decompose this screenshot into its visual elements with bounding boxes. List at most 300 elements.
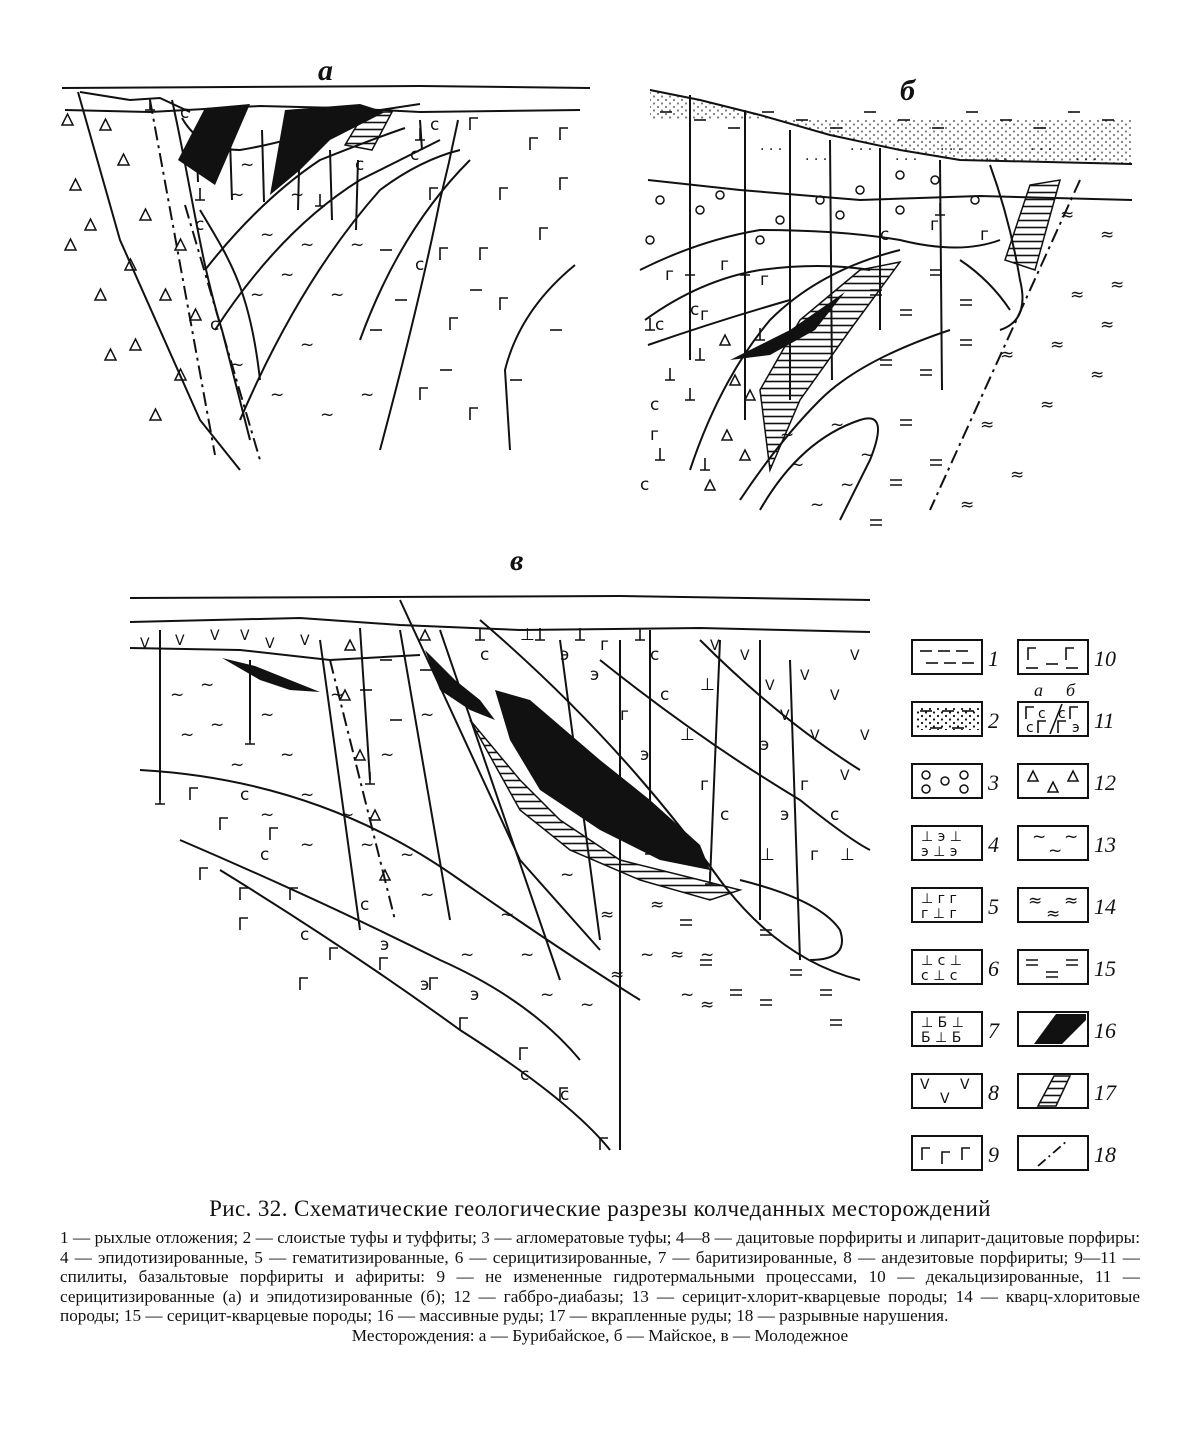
tee-symbol — [685, 388, 695, 400]
rock-symbol: с — [560, 1085, 570, 1105]
triangle-symbol — [745, 390, 755, 400]
rock-symbol: ≈ — [1064, 891, 1079, 911]
gamma-symbol — [500, 298, 508, 310]
double-dash-symbol — [920, 370, 932, 375]
legend-number: 7 — [988, 1018, 999, 1043]
gamma-symbol — [560, 128, 568, 140]
rock-symbol: ~ — [580, 995, 595, 1015]
rock-symbol: г — [760, 270, 769, 290]
legend-symbols: э ⊥ э — [921, 844, 958, 860]
rock-symbol: V — [830, 688, 840, 704]
rock-symbol: V — [175, 633, 185, 649]
rock-symbol: г — [810, 845, 819, 865]
rock-symbol: с — [1058, 706, 1066, 722]
legend-item-2 — [912, 702, 999, 736]
rock-symbol: с — [210, 315, 220, 335]
rock-symbol: ~ — [360, 385, 375, 405]
tee-symbol — [315, 194, 325, 206]
panel-label-b: б — [900, 74, 915, 107]
legend-item-9 — [912, 1136, 999, 1170]
rock-symbol: ~ — [700, 945, 715, 965]
tee-symbol — [700, 458, 710, 470]
check-symbol: V — [920, 1077, 930, 1093]
rock-symbol: ~ — [200, 675, 215, 695]
legend-symbols: ⊥ г г — [921, 891, 957, 907]
rock-symbol: э — [780, 805, 790, 825]
legend-number: 8 — [988, 1080, 999, 1105]
rock-symbol: ≈ — [1100, 225, 1115, 245]
rock-symbol: э — [760, 735, 770, 755]
rock-symbol: . . . — [850, 138, 873, 154]
rock-symbol: с — [520, 1065, 530, 1085]
rock-symbol: ~ — [230, 185, 245, 205]
rock-symbol: ≈ — [1028, 891, 1043, 911]
rock-symbol: ~ — [1032, 827, 1047, 847]
circle-symbol — [931, 176, 939, 184]
rock-symbol: V — [840, 768, 850, 784]
rock-symbol: ≈ — [600, 905, 615, 925]
legend-symbols: ⊥ с ⊥ — [921, 953, 962, 969]
rock-symbol: э — [420, 975, 430, 995]
double-dash-symbol — [880, 360, 892, 365]
legend-number: 1 — [988, 646, 999, 671]
rock-symbol: ~ — [1064, 827, 1079, 847]
legend-item-18 — [1018, 1136, 1116, 1170]
gamma-symbol — [540, 228, 548, 240]
rock-symbol: ~ — [400, 845, 415, 865]
legend — [912, 640, 1117, 1170]
legend-item-13 — [1018, 826, 1116, 861]
legend-number: 10 — [1094, 646, 1116, 671]
circle-symbol — [856, 186, 864, 194]
gamma-symbol — [420, 388, 428, 400]
rock-symbol: с — [830, 805, 840, 825]
rock-symbol: ~ — [230, 755, 245, 775]
rock-symbol: ⊥ — [840, 845, 855, 865]
rock-symbol: . . . — [805, 148, 828, 164]
legend-number: 6 — [988, 956, 999, 981]
legend-sub-b: б — [1066, 680, 1076, 700]
rock-symbol: ⊥ — [700, 675, 715, 695]
rock-symbol: ≈ — [1040, 395, 1055, 415]
rock-symbol: V — [810, 728, 820, 744]
legend-item-1 — [912, 640, 999, 674]
rock-symbol: э — [640, 745, 650, 765]
rock-symbol: ~ — [290, 185, 305, 205]
rock-symbol: ⊥ — [760, 845, 775, 865]
rock-symbol: ≈ — [980, 415, 995, 435]
circle-symbol — [656, 196, 664, 204]
rock-symbol: ~ — [280, 265, 295, 285]
gamma-symbol — [240, 918, 248, 930]
rock-symbol: ≈ — [1050, 335, 1065, 355]
triangle-symbol — [62, 114, 73, 125]
double-dash-symbol — [760, 1000, 772, 1005]
triangle-symbol — [345, 640, 355, 650]
gamma-symbol — [440, 248, 448, 260]
rock-symbol: с — [360, 895, 370, 915]
gamma-symbol — [330, 948, 338, 960]
rock-symbol: ~ — [300, 835, 315, 855]
circle-symbol — [896, 206, 904, 214]
rock-symbol: ~ — [300, 335, 315, 355]
rock-symbol: ~ — [350, 235, 365, 255]
rock-symbol: ~ — [680, 985, 695, 1005]
rock-symbol: г — [980, 225, 989, 245]
double-dash-symbol — [820, 990, 832, 995]
rock-symbol: ~ — [330, 285, 345, 305]
circle-symbol — [696, 206, 704, 214]
legend-swatch — [1018, 950, 1088, 984]
section-v — [130, 544, 870, 1150]
rock-symbol: ~ — [300, 785, 315, 805]
tee-symbol — [695, 348, 705, 360]
rock-symbol: г — [620, 705, 629, 725]
panel-label-a: а — [318, 54, 333, 87]
rock-symbol: V — [140, 636, 150, 652]
rock-symbol: ~ — [500, 905, 515, 925]
rock-symbol: ≈ — [1060, 205, 1075, 225]
rock-symbol: ~ — [640, 945, 655, 965]
triangle-symbol — [740, 450, 750, 460]
double-dash-symbol — [870, 520, 882, 525]
rock-symbol: ~ — [170, 685, 185, 705]
rock-symbol: V — [860, 728, 870, 744]
rock-symbol: с — [240, 785, 250, 805]
circle-symbol — [776, 216, 784, 224]
rock-symbol: ≈ — [650, 895, 665, 915]
rock-symbol: . . . — [985, 148, 1008, 164]
legend-swatch — [1018, 1136, 1088, 1170]
legend-item-4 — [912, 826, 999, 860]
triangle-symbol — [160, 289, 171, 300]
massive-ore-body — [222, 658, 320, 692]
rock-symbol: . . . — [895, 148, 918, 164]
rock-symbol: ~ — [230, 355, 245, 375]
tee-symbol — [155, 792, 165, 804]
legend-number: 2 — [988, 708, 999, 733]
gamma-symbol — [500, 188, 508, 200]
gamma-symbol — [530, 138, 538, 150]
triangle-symbol — [705, 480, 715, 490]
rock-symbol: г — [720, 255, 729, 275]
rock-symbol: ~ — [330, 685, 345, 705]
double-dash-symbol — [960, 340, 972, 345]
rock-symbol: э — [560, 645, 570, 665]
gamma-symbol — [190, 788, 198, 800]
rock-symbol: с — [260, 845, 270, 865]
caption-deposits: Месторождения: а — Бурибайское, б — Майское, в — Молодежное — [351, 1325, 849, 1345]
rock-symbol: V — [765, 678, 775, 694]
double-dash-symbol — [830, 1020, 842, 1025]
legend-symbols: Б ⊥ Б — [921, 1030, 962, 1046]
tee-symbol — [665, 368, 675, 380]
rock-symbol: ≈ — [1100, 315, 1115, 335]
rock-symbol: ~ — [810, 495, 825, 515]
legend-item-6 — [912, 950, 999, 984]
rock-symbol: ~ — [210, 715, 225, 735]
gamma-symbol — [300, 978, 308, 990]
massive-ore-body — [495, 690, 710, 870]
triangle-symbol — [100, 119, 111, 130]
section-b — [640, 74, 1132, 525]
rock-symbol: V — [240, 628, 250, 644]
rock-symbol: ≈ — [1010, 465, 1025, 485]
rock-symbol: ~ — [320, 405, 335, 425]
rock-symbol: . . . — [1030, 138, 1053, 154]
rock-symbol: г — [700, 305, 709, 325]
circle-symbol — [716, 191, 724, 199]
rock-symbol: . . . — [1075, 148, 1098, 164]
rock-symbol: ~ — [270, 385, 285, 405]
gamma-symbol — [200, 868, 208, 880]
rock-symbol: V — [780, 708, 790, 724]
double-dash-symbol — [790, 970, 802, 975]
rock-symbol: с — [480, 645, 490, 665]
legend-number: 3 — [988, 770, 999, 795]
circle-symbol — [971, 196, 979, 204]
legend-item-3 — [912, 764, 999, 798]
triangle-symbol — [105, 349, 116, 360]
rock-symbol: V — [800, 668, 810, 684]
tee-symbol — [195, 188, 205, 200]
legend-item-11 — [1018, 680, 1114, 736]
rock-symbol: ~ — [1048, 841, 1063, 861]
legend-symbols: г ⊥ г — [921, 906, 957, 922]
triangle-symbol — [722, 430, 732, 440]
rock-symbol: ~ — [540, 985, 555, 1005]
triangle-symbol — [355, 750, 365, 760]
rock-symbol: с — [1026, 720, 1034, 736]
rock-symbol: с — [690, 300, 700, 320]
panel-label-v: в — [510, 544, 524, 577]
rock-symbol: ≈ — [700, 995, 715, 1015]
rock-symbol: ~ — [180, 725, 195, 745]
legend-swatch — [912, 640, 982, 674]
rock-symbol: с — [660, 685, 670, 705]
double-dash-symbol — [730, 990, 742, 995]
rock-symbol: с — [650, 645, 660, 665]
legend-item-5 — [912, 888, 999, 922]
double-dash-symbol — [960, 300, 972, 305]
gamma-symbol — [380, 958, 388, 970]
legend-number: 4 — [988, 832, 999, 857]
rock-symbol: г — [665, 265, 674, 285]
legend-number: 13 — [1094, 832, 1116, 857]
circle-symbol — [756, 236, 764, 244]
legend-number: 17 — [1094, 1080, 1116, 1105]
rock-symbol: ~ — [260, 805, 275, 825]
figure-caption — [60, 1196, 1140, 1346]
double-dash-symbol — [680, 920, 692, 925]
caption-body: 1 — рыхлые отложения; 2 — слоистые туфы и туффиты; 3 — агломератовые туфы; 4—8 — дацитовые порфириты и липарит-дацитовые порфиры: 4 — эпидотизированные, 5 — гематитизированные, 6 — серицитизированные, 7 — баритизированные, 8 — андезитовые порфириты; 9—11 — спилиты, базальтовые порфириты и афириты: 9 — не измененные гидротермальными процессами, 10 — декальцизированные, 11 — серицитизированные (а) и эпидотизированные (б); 12 — габбро-диабазы; 13 — серицит-хлорит-кварцевые породы; 14 — кварц-хлоритовые породы; 15 — серицит-кварцевые породы; 16 — массивные руды; 17 — вкрапленные руды; 18 — разрывные нарушения. — [60, 1228, 1140, 1326]
legend-symbols: с ⊥ с — [921, 968, 958, 984]
tee-symbol — [655, 448, 665, 460]
legend-sub-a: а — [1034, 680, 1043, 700]
rock-symbol: с — [180, 103, 190, 123]
rock-symbol: ⊥ — [680, 725, 695, 745]
legend-item-12 — [1018, 764, 1116, 798]
rock-symbol: ~ — [340, 805, 355, 825]
rock-symbol: ~ — [260, 705, 275, 725]
legend-item-17 — [1018, 1074, 1117, 1108]
check-symbol: V — [940, 1091, 950, 1107]
tee-symbol — [635, 628, 645, 640]
gamma-symbol — [270, 828, 278, 840]
gamma-symbol — [520, 1048, 528, 1060]
rock-symbol: с — [300, 925, 310, 945]
rock-symbol: э — [1072, 720, 1080, 736]
rock-symbol: ~ — [790, 455, 805, 475]
rock-symbol: ~ — [860, 445, 875, 465]
rock-symbol: ~ — [840, 475, 855, 495]
rock-symbol: с — [650, 395, 660, 415]
rock-symbol: V — [265, 636, 275, 652]
tuff-layer — [650, 90, 1132, 164]
rock-symbol: г — [600, 635, 609, 655]
triangle-symbol — [420, 630, 430, 640]
legend-item-15 — [1018, 950, 1116, 984]
section-b-rock-symbols — [640, 112, 1124, 525]
tee-symbol — [365, 772, 375, 784]
triangle-symbol — [95, 289, 106, 300]
rock-symbol: г — [700, 775, 709, 795]
rock-symbol: V — [710, 638, 720, 654]
legend-item-8 — [912, 1074, 999, 1108]
rock-symbol: э — [590, 665, 600, 685]
gamma-symbol — [460, 1018, 468, 1030]
rock-symbol: ≈ — [1110, 275, 1125, 295]
legend-number: 12 — [1094, 770, 1116, 795]
triangle-symbol — [85, 219, 96, 230]
rock-symbol: ~ — [360, 835, 375, 855]
rock-symbol: ~ — [560, 865, 575, 885]
triangle-symbol — [130, 339, 141, 350]
legend-symbols: ⊥ э ⊥ — [921, 829, 962, 845]
triangle-symbol — [370, 810, 380, 820]
triangle-symbol — [65, 239, 76, 250]
gamma-symbol — [240, 888, 248, 900]
rock-symbol: ~ — [520, 945, 535, 965]
triangle-symbol — [150, 409, 161, 420]
rock-symbol: ~ — [420, 885, 435, 905]
caption-title: Рис. 32. Схематические геологические разрезы колчеданных месторождений — [209, 1196, 991, 1221]
rock-symbol: V — [850, 648, 860, 664]
rock-symbol: ~ — [830, 415, 845, 435]
legend-number: 16 — [1094, 1018, 1116, 1043]
legend-item-10 — [1018, 640, 1116, 674]
rock-symbol: ≈ — [670, 945, 685, 965]
rock-symbol: ≈ — [1046, 904, 1061, 924]
rock-symbol: ~ — [300, 235, 315, 255]
tee-symbol — [415, 128, 425, 140]
rock-symbol: ~ — [280, 745, 295, 765]
rock-symbol: с — [430, 115, 440, 135]
rock-symbol: с — [880, 225, 890, 245]
triangle-symbol — [70, 179, 81, 190]
double-dash-symbol — [890, 480, 902, 485]
rock-symbol: с — [355, 155, 365, 175]
section-v-contacts — [130, 596, 870, 1150]
rock-symbol: V — [300, 633, 310, 649]
rock-symbol: ≈ — [960, 495, 975, 515]
rock-symbol: ~ — [780, 425, 795, 445]
circle-symbol — [646, 236, 654, 244]
rock-symbol: ~ — [260, 225, 275, 245]
legend-number: 18 — [1094, 1142, 1116, 1167]
rock-symbol: ~ — [380, 745, 395, 765]
rock-symbol: г — [650, 425, 659, 445]
rock-symbol: ~ — [420, 705, 435, 725]
tee-symbol — [475, 628, 485, 640]
rock-symbol: ≈ — [1090, 365, 1105, 385]
double-dash-symbol — [900, 310, 912, 315]
rock-symbol: ≈ — [1000, 345, 1015, 365]
rock-symbol: г — [930, 215, 939, 235]
rock-symbol: с — [410, 145, 420, 165]
rock-symbol: ≈ — [610, 965, 625, 985]
rock-symbol: V — [740, 648, 750, 664]
gamma-symbol — [560, 178, 568, 190]
rock-symbol: ~ — [250, 285, 265, 305]
rock-symbol: э — [470, 985, 480, 1005]
tee-symbol — [685, 263, 695, 275]
gamma-symbol — [430, 978, 438, 990]
rock-symbol: ≈ — [1070, 285, 1085, 305]
gamma-symbol — [480, 248, 488, 260]
triangle-symbol — [118, 154, 129, 165]
rock-symbol: г — [800, 775, 809, 795]
circle-symbol — [836, 211, 844, 219]
gamma-symbol — [450, 318, 458, 330]
rock-symbol: ~ — [460, 945, 475, 965]
triangle-symbol — [140, 209, 151, 220]
legend-item-14 — [1018, 888, 1116, 924]
section-a — [62, 54, 590, 470]
rock-symbol: V — [210, 628, 220, 644]
double-dash-symbol — [900, 420, 912, 425]
legend-number: 15 — [1094, 956, 1116, 981]
triangle-symbol — [190, 309, 201, 320]
rock-symbol: с — [415, 255, 425, 275]
legend-symbols: ⊥ Б ⊥ — [921, 1015, 964, 1031]
gamma-symbol — [220, 818, 228, 830]
rock-symbol: с — [195, 215, 205, 235]
double-dash-symbol — [930, 460, 942, 465]
legend-item-16 — [1018, 1012, 1116, 1046]
legend-number: 11 — [1094, 708, 1115, 733]
rock-symbol: с — [720, 805, 730, 825]
disseminated-ore-body — [1005, 180, 1060, 270]
rock-symbol: . . . — [940, 138, 963, 154]
rock-symbol: с — [640, 475, 650, 495]
rock-symbol: ⊥ — [520, 625, 535, 645]
legend-item-7 — [912, 1012, 1000, 1046]
tee-symbol — [245, 732, 255, 744]
rock-symbol: ~ — [240, 155, 255, 175]
rock-symbol: с — [1038, 706, 1046, 722]
legend-number: 9 — [988, 1142, 999, 1167]
legend-number: 5 — [988, 894, 999, 919]
gamma-symbol — [470, 118, 478, 130]
check-symbol: V — [960, 1077, 970, 1093]
legend-swatch — [912, 764, 982, 798]
legend-number: 14 — [1094, 894, 1116, 919]
gamma-symbol — [470, 408, 478, 420]
rock-symbol: . . . — [760, 138, 783, 154]
tee-symbol — [935, 203, 945, 215]
circle-symbol — [896, 171, 904, 179]
